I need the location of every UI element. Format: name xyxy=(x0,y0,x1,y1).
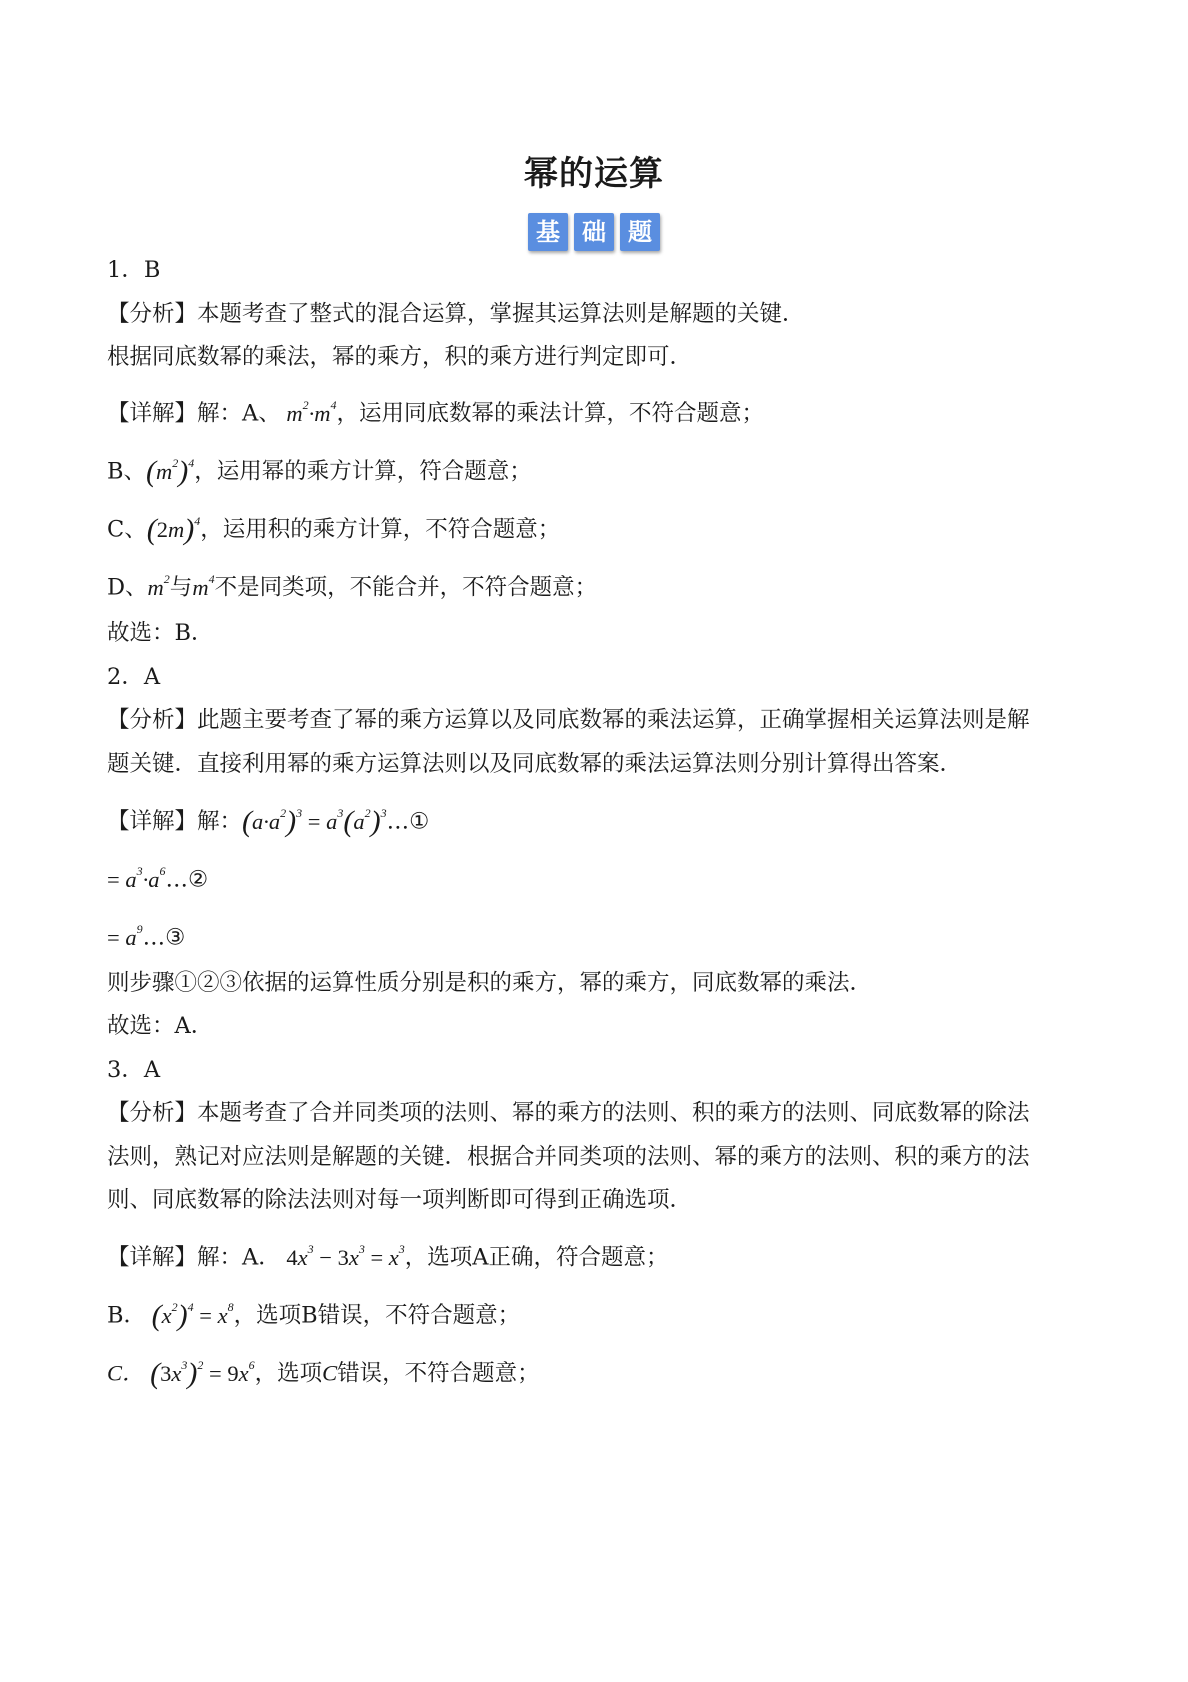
q1-b-prefix: B、 xyxy=(107,458,147,485)
q2-detail-prefix: 【详解】解： xyxy=(107,808,243,835)
q3-detail-a xyxy=(107,1236,669,1274)
formula: $(3x^3)^2 = 9x^6$ xyxy=(150,1356,255,1390)
q1-d-mid: 与 xyxy=(169,574,193,601)
q3-option-c xyxy=(107,1352,540,1390)
badge-char: 基 xyxy=(528,213,568,251)
q1-option-c xyxy=(107,508,560,546)
q1-b-suffix: ，运用幂的乘方计算，符合题意； xyxy=(194,458,532,485)
q3-analysis: 【分析】本题考查了合并同类项的法则、幂的乘方的法则、积的乘方的法则、同底数幂的除法 xyxy=(107,1100,1030,1126)
q2-detail-step3 xyxy=(107,916,185,954)
q1-analysis: 【分析】本题考查了整式的混合运算，掌握其运算法则是解题的关键． xyxy=(107,301,805,327)
q2-detail-step1 xyxy=(107,800,429,838)
q2-analysis: 【分析】此题主要考查了幂的乘方运算以及同底数幂的乘法运算，正确掌握相关运算法则是解 xyxy=(107,707,1030,733)
q1-option-d xyxy=(107,566,597,604)
q2-detail-step2 xyxy=(107,858,208,896)
badge-char: 础 xyxy=(574,213,614,251)
q3-b-suffix: ，选项B错误，不符合题意； xyxy=(233,1302,521,1329)
formula: = $a^9$ xyxy=(107,922,143,950)
formula: $(m^2)^4$ xyxy=(146,454,195,488)
formula: $4x^3 - 3x^3 = x^3$ xyxy=(286,1242,405,1270)
q3-c-prefix: C． xyxy=(107,1360,145,1386)
q2-analysis-cont: 题关键．直接利用幂的乘方运算法则以及同底数幂的乘法运算法则分别计算得出答案． xyxy=(107,751,963,777)
q1-analysis-cont: 根据同底数幂的乘法，幂的乘方，积的乘方进行判定即可． xyxy=(107,344,693,370)
q3-answer: 3．A xyxy=(107,1057,161,1083)
formula: $m^4$ xyxy=(192,572,215,600)
formula: $(2m)^4$ xyxy=(146,512,201,546)
q1-choice: 故选：B． xyxy=(107,620,214,646)
q1-d-suffix: 不是同类项，不能合并，不符合题意； xyxy=(214,574,598,601)
q3-analysis-cont: 法则，熟记对应法则是解题的关键．根据合并同类项的法则、幂的乘方的法则、积的乘方的法 xyxy=(107,1144,1030,1170)
q3-c-suffix-2: 错误，不符合题意； xyxy=(337,1360,540,1387)
step-marker: …② xyxy=(165,866,209,893)
q2-choice: 故选：A． xyxy=(107,1013,214,1039)
q1-option-b xyxy=(107,450,532,488)
q1-c-suffix: ，运用积的乘方计算，不符合题意； xyxy=(200,516,561,543)
page-title: 幂的运算 xyxy=(524,154,664,194)
formula: $(x^2)^4 = x^8$ xyxy=(151,1298,234,1332)
q3-analysis-cont2: 则、同底数幂的除法法则对每一项判断即可得到正确选项． xyxy=(107,1187,693,1213)
q1-detail-a xyxy=(107,392,764,430)
q3-a-suffix: ，选项A正确，符合题意； xyxy=(404,1244,669,1271)
q1-detail-suffix: ，运用同底数幂的乘法计算，不符合题意； xyxy=(336,400,765,427)
step-marker: …③ xyxy=(142,924,186,951)
q3-option-b xyxy=(107,1294,520,1332)
q1-answer: 1．B xyxy=(107,257,161,283)
formula: $m^2\cdot m^4$ xyxy=(280,398,337,426)
q2-answer: 2．A xyxy=(107,664,161,690)
formula: $(a\cdot a^2)^3 = a^3(a^2)^3$ xyxy=(242,804,387,838)
q1-detail-prefix: 【详解】解：A、 xyxy=(107,400,281,427)
step-marker: …① xyxy=(386,808,430,835)
q3-c-suffix: ，选项 xyxy=(254,1360,323,1387)
q1-c-prefix: C、 xyxy=(107,516,147,543)
formula: $m^2$ xyxy=(147,572,170,600)
q3-detail-prefix: 【详解】解：A． xyxy=(107,1244,281,1271)
q1-d-prefix: D、 xyxy=(107,574,148,601)
formula: = $a^3\cdot a^6$ xyxy=(107,864,166,892)
badge-char: 题 xyxy=(620,213,660,251)
q2-conclusion: 则步骤①②③依据的运算性质分别是积的乘方，幂的乘方，同底数幂的乘法． xyxy=(107,970,873,996)
difficulty-badge-group xyxy=(0,213,1188,251)
q3-b-prefix: B． xyxy=(107,1302,147,1329)
option-letter: C xyxy=(322,1360,338,1386)
